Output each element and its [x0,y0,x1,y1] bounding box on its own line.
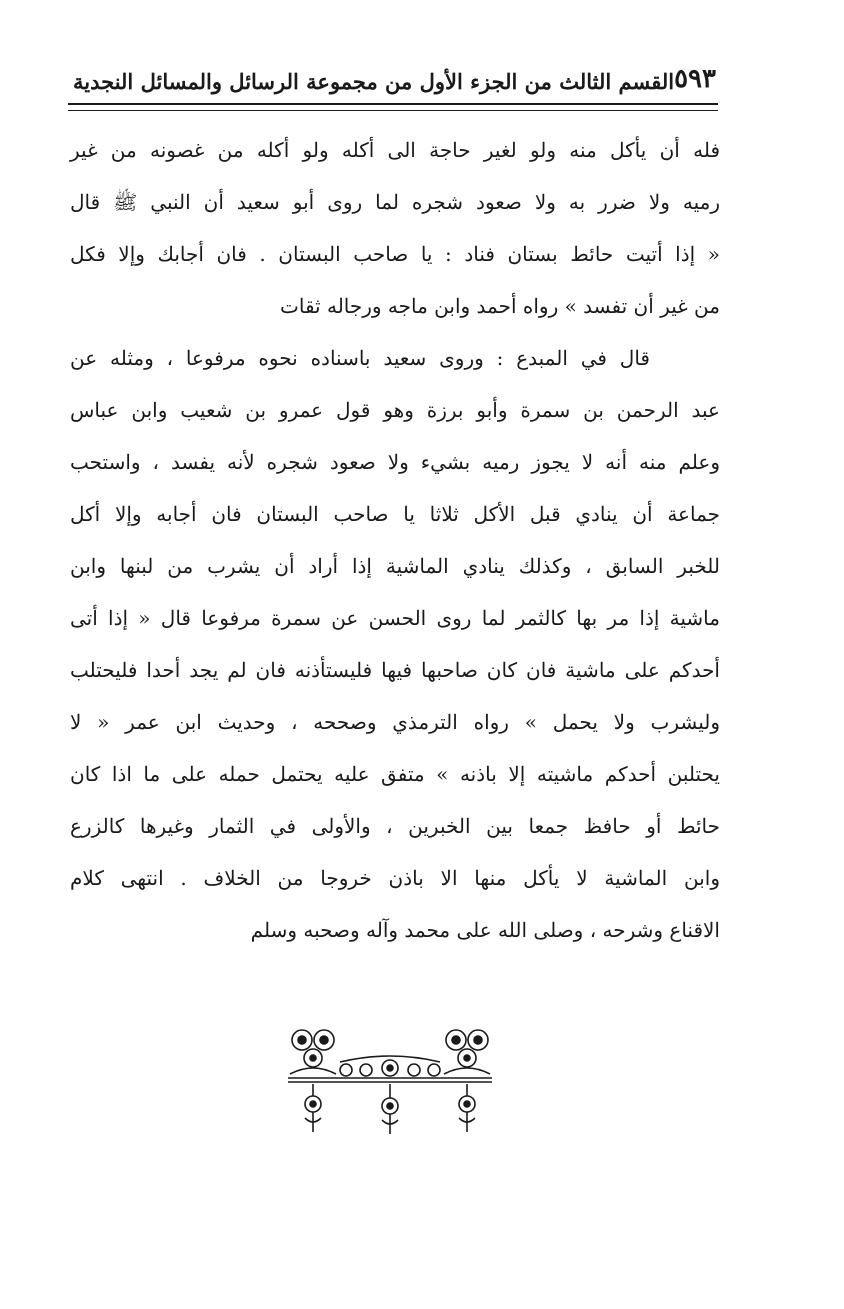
text-line: وليشرب ولا يحمل » رواه الترمذي وصححه ، وحديث ابن عمر « لا [70,710,720,734]
text-line: الاقناع وشرحه ، وصلى الله على محمد وآله وصحبه وسلم [250,918,720,942]
text-line: من غير أن تفسد » رواه أحمد وابن ماجه ورجاله ثقات [280,294,720,318]
text-line: قال في المبدع : وروى سعيد باسناده نحوه مرفوعا ، ومثله عن [70,346,650,370]
text-line: وابن الماشية لا يأكل منها الا باذن خروجا من الخلاف . انتهى كلام [70,866,720,890]
arabesque-tailpiece-ornament-icon [280,1022,500,1142]
text-line: عبد الرحمن بن سمرة وأبو برزة وهو قول عمرو بن شعيب وابن عباس [70,398,720,422]
text-line: حائط أو حافظ جمعا بين الخبرين ، والأولى في الثمار وغيرها كالزرع [70,814,720,838]
running-title: القسم الثالث من الجزء الأول من مجموعة الرسائل والمسائل النجدية [73,69,675,94]
header-rule-thin [68,110,718,111]
text-line: ماشية إذا مر بها كالثمر لما روى الحسن عن سمرة مرفوعا قال « إذا أتى [70,606,720,630]
text-line: فله أن يأكل منه ولو لغير حاجة الى أكله ولو أكله من غصونه من غير [70,138,720,162]
header-rule-thick [68,103,718,105]
text-line: للخبر السابق ، وكذلك ينادي الماشية إذا أراد أن يشرب من لبنها وابن [70,554,720,578]
text-line: رميه ولا ضرر به ولا صعود شجره لما روى أبو سعيد أن النبي ﷺ قال [70,190,720,214]
text-line: « إذا أتيت حائط بستان فناد : يا صاحب البستان . فان أجابك وإلا فكل [70,242,720,266]
page-number: ٥٩٣ [674,64,716,94]
text-line: يحتلبن أحدكم ماشيته إلا باذنه » متفق عليه يحتمل حمله على ما اذا كان [70,762,720,786]
running-header [73,58,716,98]
text-line: وعلم منه أنه لا يجوز رميه بشيء ولا صعود شجره لأنه يفسد ، واستحب [70,450,720,474]
text-line: أحدكم على ماشية فان كان صاحبها فيها فليستأذنه فان لم يجد أحدا فليحتلب [70,658,720,682]
text-line: جماعة أن ينادي قبل الأكل ثلاثا يا صاحب البستان فان أجابه وإلا أكل [70,502,720,526]
body-text [70,124,720,956]
